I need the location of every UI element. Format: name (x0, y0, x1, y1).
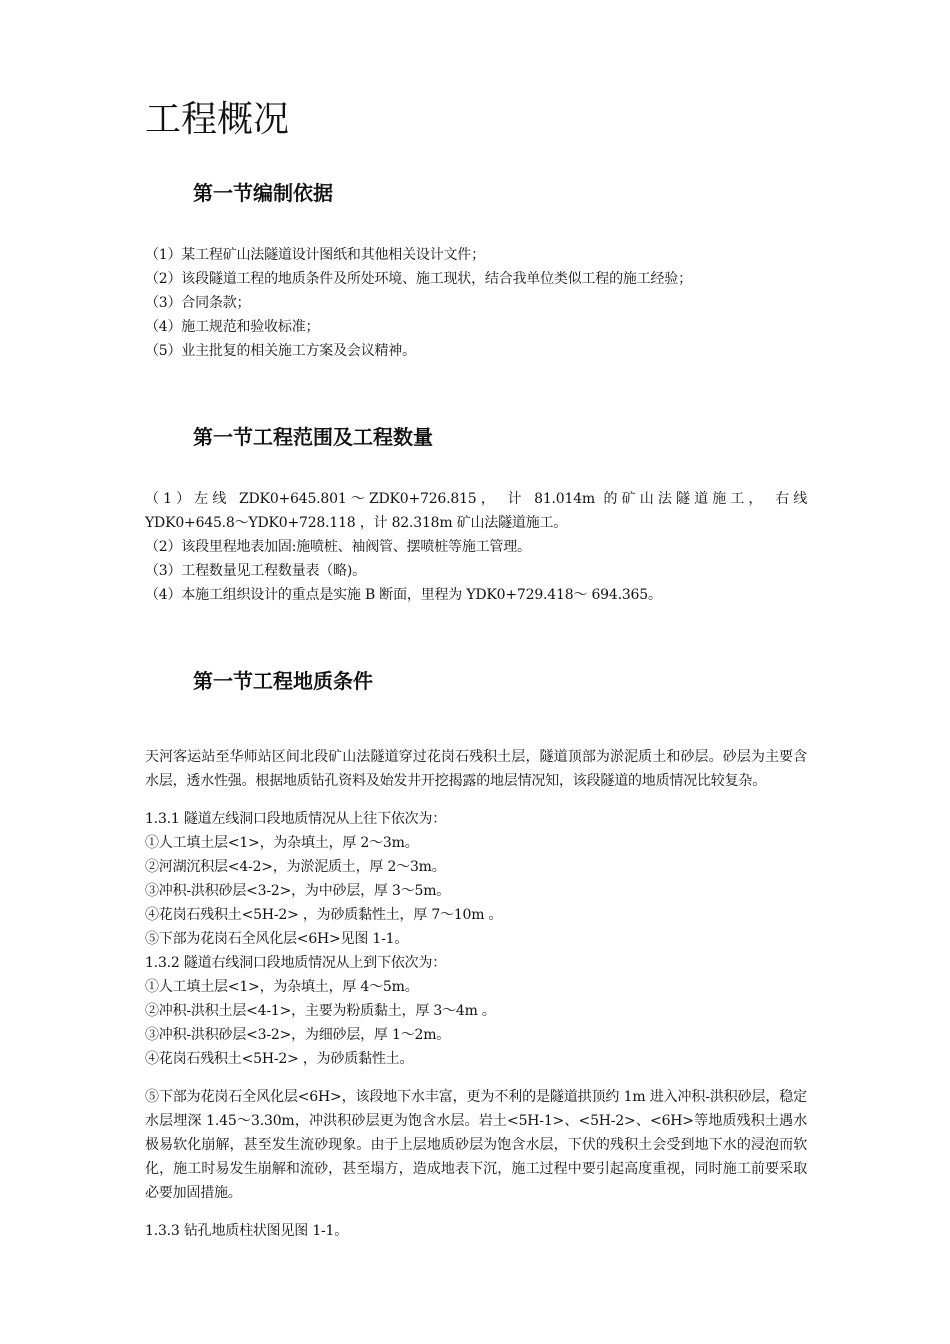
geology-left-layer-3: ③冲积-洪积砂层<3-2>，为中砂层，厚 3～5m。 (145, 883, 451, 899)
scope-item-1-line-2: YDK0+645.8～YDK0+728.118 ，计 82.318m 矿山法隧道施工。 (145, 515, 568, 531)
section-scope-list (145, 487, 807, 607)
geology-left-layer-2: ②河湖沉积层<4-2>，为淤泥质土，厚 2～3m。 (145, 859, 446, 875)
geology-left-layer-5: ⑤下部为花岗石全风化层<6H>见图 1-1。 (145, 931, 409, 947)
scope-item-1-line-1: （1）左线 ZDK0+645.801～ZDK0+726.815， 计 81.014m 的矿山法隧道施工， 右线 (145, 491, 807, 507)
scope-item-3: （3）工程数量见工程数量表（略)。 (145, 563, 366, 579)
geology-intro: 天河客运站至华师站区间北段矿山法隧道穿过花岗石残积土层，隧道顶部为淤泥质土和砂层。砂层为主要含水层，透水性强。根据地质钻孔资料及始发井开挖揭露的地层情况知，该段隧道的地质情况比较复杂。 (145, 749, 807, 789)
section-basis-list (145, 243, 807, 363)
scope-item-4: （4）本施工组织设计的重点是实施 B 断面，里程为 YDK0+729.418～ 694.365。 (145, 587, 662, 603)
section-geology-content (145, 731, 807, 1243)
geology-right-line-heading: 1.3.2 隧道右线洞口段地质情况从上到下依次为： (145, 955, 447, 971)
geology-borehole-note: 1.3.3 钻孔地质柱状图见图 1-1。 (145, 1223, 349, 1239)
basis-item-2: （2）该段隧道工程的地质条件及所处环境、施工现状，结合我单位类似工程的施工经验； (145, 271, 692, 287)
basis-item-3: （3）合同条款； (145, 295, 251, 311)
geology-left-line-heading: 1.3.1 隧道左线洞口段地质情况从上往下依次为： (145, 811, 447, 827)
basis-item-4: （4）施工规范和验收标准； (145, 319, 320, 335)
scope-item-2: （2）该段里程地表加固:施喷桩、袖阀管、摆喷桩等施工管理。 (145, 539, 531, 555)
basis-item-1: （1）某工程矿山法隧道设计图纸和其他相关设计文件； (145, 247, 485, 263)
document-title: 工程概况 (145, 99, 290, 140)
section-heading-basis: 第一节编制依据 (193, 181, 333, 205)
geology-right-layer-4: ④花岗石残积土<5H-2> ，为砂质黏性土。 (145, 1051, 414, 1067)
basis-item-5: （5）业主批复的相关施工方案及会议精神。 (145, 343, 416, 359)
geology-right-layer-1: ①人工填土层<1>，为杂填土，厚 4～5m。 (145, 979, 419, 995)
geology-right-layer-2: ②冲积-洪积土层<4-1>，主要为粉质黏土，厚 3～4m 。 (145, 1003, 496, 1019)
geology-left-layer-1: ①人工填土层<1>，为杂填土，厚 2～3m。 (145, 835, 419, 851)
section-heading-scope: 第一节工程范围及工程数量 (193, 425, 433, 449)
geology-right-layer-3: ③冲积-洪积砂层<3-2>，为细砂层，厚 1～2m。 (145, 1027, 451, 1043)
section-heading-geology: 第一节工程地质条件 (193, 669, 373, 693)
geology-right-layer-5-and-notes: ⑤下部为花岗石全风化层<6H>，该段地下水丰富，更为不利的是隧道拱顶约 1m 进入冲积-洪积砂层，稳定水层埋深 1.45～3.30m，冲洪积砂层更为饱含水层。岩土<5H-1>、<5H-2>、<6H>等地质残积土遇水极易软化崩解，甚至发生流砂现象。由于上层地质砂层为饱含水层，下伏的残积土会受到地下水的浸泡而软化，施工时易发生崩解和流砂，甚至塌方，造成地表下沉，施工过程中要引起高度重视，同时施工前要采取必要加固措施。 (145, 1089, 807, 1201)
geology-left-layer-4: ④花岗石残积土<5H-2> ，为砂质黏性土，厚 7～10m 。 (145, 907, 503, 923)
